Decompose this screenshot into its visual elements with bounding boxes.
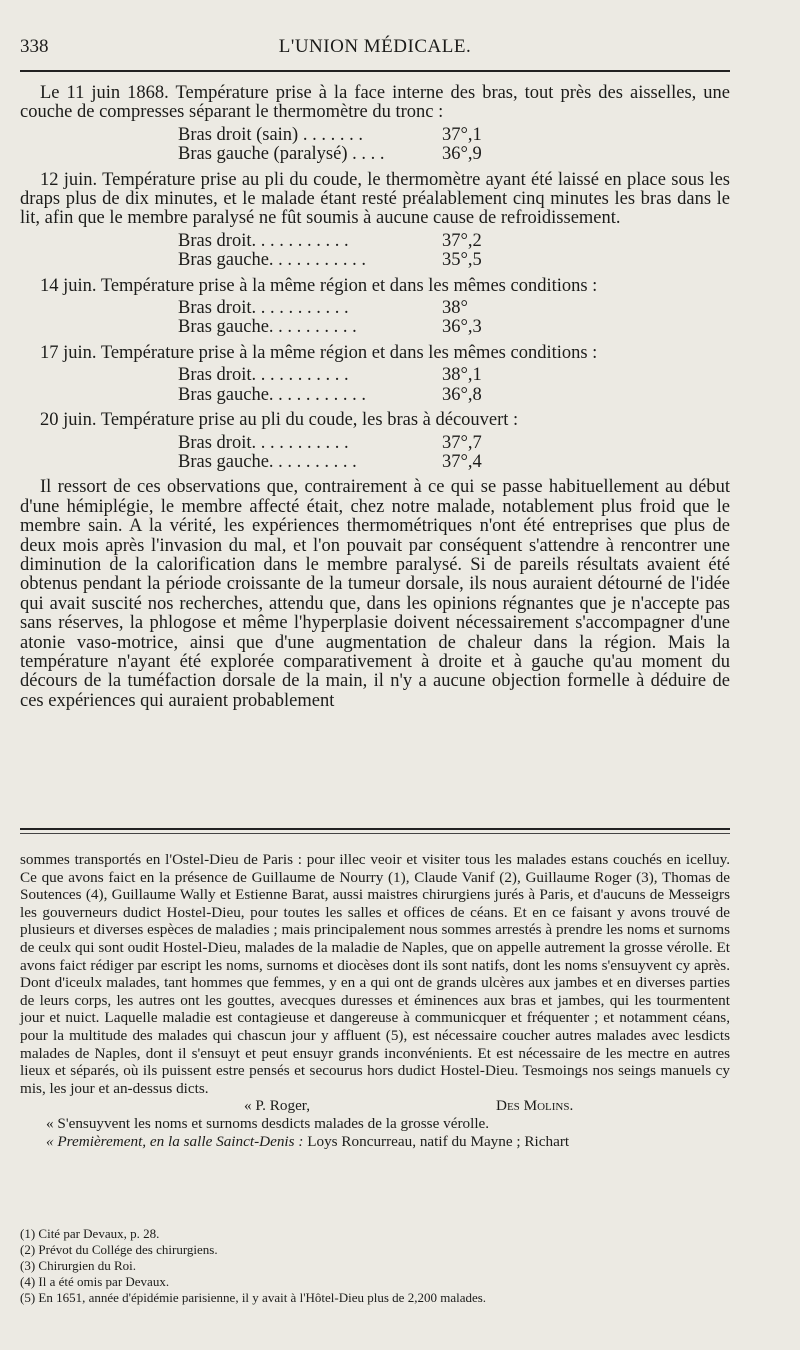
feuilleton-list-start (20, 1133, 730, 1151)
measurement-row: Bras droit. . . . . . . . . . . 38° (178, 298, 468, 319)
measurements-12-juin (178, 232, 482, 271)
main-text (20, 84, 730, 711)
footnote: (4) Il a été omis par Devaux. (20, 1274, 170, 1289)
measurement-row: Bras gauche (paralysé) . . . . 36°,9 (178, 144, 482, 165)
paragraph-12-juin: 12 juin. Température prise au pli du coude, le thermomètre ayant été laissé en place sous les draps plus de dix minutes, et le malade étant resté préalablement cinq minutes les bras dans le lit, afin que le membre paralysé ne fût soumis à aucune cause de refroidissement. (20, 169, 730, 229)
signatures (20, 1097, 730, 1115)
running-title: L'UNION MÉDICALE. (278, 36, 472, 57)
footnote: (5) En 1651, année d'épidémie parisienne, il y avait à l'Hôtel-Dieu plus de 2,200 malades. (20, 1290, 487, 1305)
measurement-row: Bras gauche. . . . . . . . . . 36°,3 (178, 317, 482, 338)
salle-names: Loys Roncurreau, natif du Mayne ; Richart (303, 1132, 570, 1150)
footnote: (1) Cité par Devaux, p. 28. (20, 1226, 160, 1241)
measurement-row: Bras gauche. . . . . . . . . . . 35°,5 (178, 250, 482, 271)
header-rule (20, 70, 730, 72)
signature-des-molins: Des Molins. (496, 1097, 574, 1115)
footnote: (2) Prévot du Collége des chirurgiens. (20, 1242, 218, 1257)
feuilleton-rule (20, 828, 730, 830)
measurement-row: Bras droit (sain) . . . . . . . 37°,1 (178, 124, 482, 145)
paragraph-20-juin: 20 juin. Température prise au pli du coude, les bras à découvert : (40, 410, 519, 431)
signature-roger: « P. Roger, (244, 1097, 311, 1115)
paragraph-conclusion: Il ressort de ces observations que, contrairement à ce qui se passe habituellement au début d'une hémiplégie, le membre affecté était, chez notre malade, notablement plus froid que le membre sain. A la vérité, les expériences thermométriques n'ont été entreprises que plus de deux mois après l'invasion du mal, et l'on pouvait par conséquent s'attendre à rencontrer une diminution de la calorification dans le membre paralysé. Si de pareils résultats avaient été obtenus pendant la période croissante de la tumeur dorsale, ils nous auraient détourné de l'idée qui avait suscité nos recherches, attendu que, dans les opinions régnantes que je n'accepte pas sans réserves, la phlogose et même l'hyperplasie doivent nécessairement s'accompagner d'une atonie vaso-motrice, ainsi que d'une augmentation de chaleur dans la région. Mais la température n'ayant été explorée comparativement à droite et à gauche qu'au moment du décours de la tuméfaction dorsale de la main, il n'y a aucune objection formelle à déduire de ces expériences qui auraient probablement (20, 477, 730, 711)
feuilleton-text (20, 851, 730, 1151)
measurements-20-juin (178, 434, 482, 473)
footnotes (20, 1226, 730, 1306)
measurement-row: Bras droit. . . . . . . . . . . 37°,2 (178, 230, 482, 251)
page-header (20, 36, 730, 66)
measurement-row: Bras droit. . . . . . . . . . . 37°,7 (178, 432, 482, 453)
paragraph-14-juin: 14 juin. Température prise à la même région et dans les mêmes conditions : (40, 275, 598, 296)
measurement-row: Bras gauche. . . . . . . . . . . 36°,8 (178, 384, 482, 405)
feuilleton-list-intro: « S'ensuyvent les noms et surnoms desdicts malades de la grosse vérolle. (46, 1115, 490, 1133)
paragraph-11-juin: Le 11 juin 1868. Température prise à la face interne des bras, tout près des aisselles, une couche de compresses séparant le thermomètre du tronc : (20, 83, 730, 123)
paragraph-17-juin: 17 juin. Température prise à la même région et dans les mêmes conditions : (40, 342, 598, 363)
measurements-11-juin (178, 126, 482, 165)
measurements-14-juin (178, 299, 482, 338)
measurements-17-juin (178, 366, 482, 405)
measurement-row: Bras gauche. . . . . . . . . . 37°,4 (178, 451, 482, 472)
page-number: 338 (20, 36, 49, 57)
measurement-row: Bras droit. . . . . . . . . . . 38°,1 (178, 365, 482, 386)
footnote: (3) Chirurgien du Roi. (20, 1258, 137, 1273)
salle-heading: « Premièrement, en la salle Sainct-Denis : (46, 1132, 304, 1150)
feuilleton-rule-thin (20, 833, 730, 834)
feuilleton-paragraph: sommes transportés en l'Ostel-Dieu de Paris : pour illec veoir et visiter tous les malades estans couchés en icelluy. Ce que avons faict en la présence de Guillaume de Nourry (1), Claude Vanif (2), Guillaume Roger (3), Thomas de Soutences (4), Guillaume Wally et Estienne Barat, aussi maistres chirurgiens jurés à Paris, et d'aucuns de Messeigrs les gouverneurs dudict Hostel-Dieu, pour toutes les salles et offices de céans. Et en ce faisant y avons trouvé de plusieurs et diverses espèces de maladies ; mais principalement nous sommes arrestés à prendre les noms et surnoms de ceulx qui sont oudit Hostel-Dieu, malades de la maladie de Naples, que on appelle autrement la grosse vérolle. Et avons faict rédiger par escript les noms, surnoms et diocèses dont ils sont natifs, dont les noms s'ensuyvent cy après. Dont d'iceulx malades, tant hommes que femmes, y en a qui ont de grands ulcères aux jambes et en diverses parties de leurs corps, les autres ont les gouttes, avecques duresses et éminences aux bras et jambes, qui les tourmentent jour et nuict. Laquelle maladie est contagieuse et dangereuse à communicquer et fréquenter ; et notamment céans, pour la multitude des malades qui chascun jour y affluent (5), est nécessaire coucher autres malades avec lesdicts malades de Naples, dont il s'ensuyt et peut ensuyr grands inconvénients. Et est nécessaire de les mectre en autres lieux et séparés, où ils puissent estre pensés et secourus hors dudict Hostel-Dieu. Tesmoings nos seings manuels cy mis, les jour et an-dessus dicts. (20, 851, 730, 1097)
